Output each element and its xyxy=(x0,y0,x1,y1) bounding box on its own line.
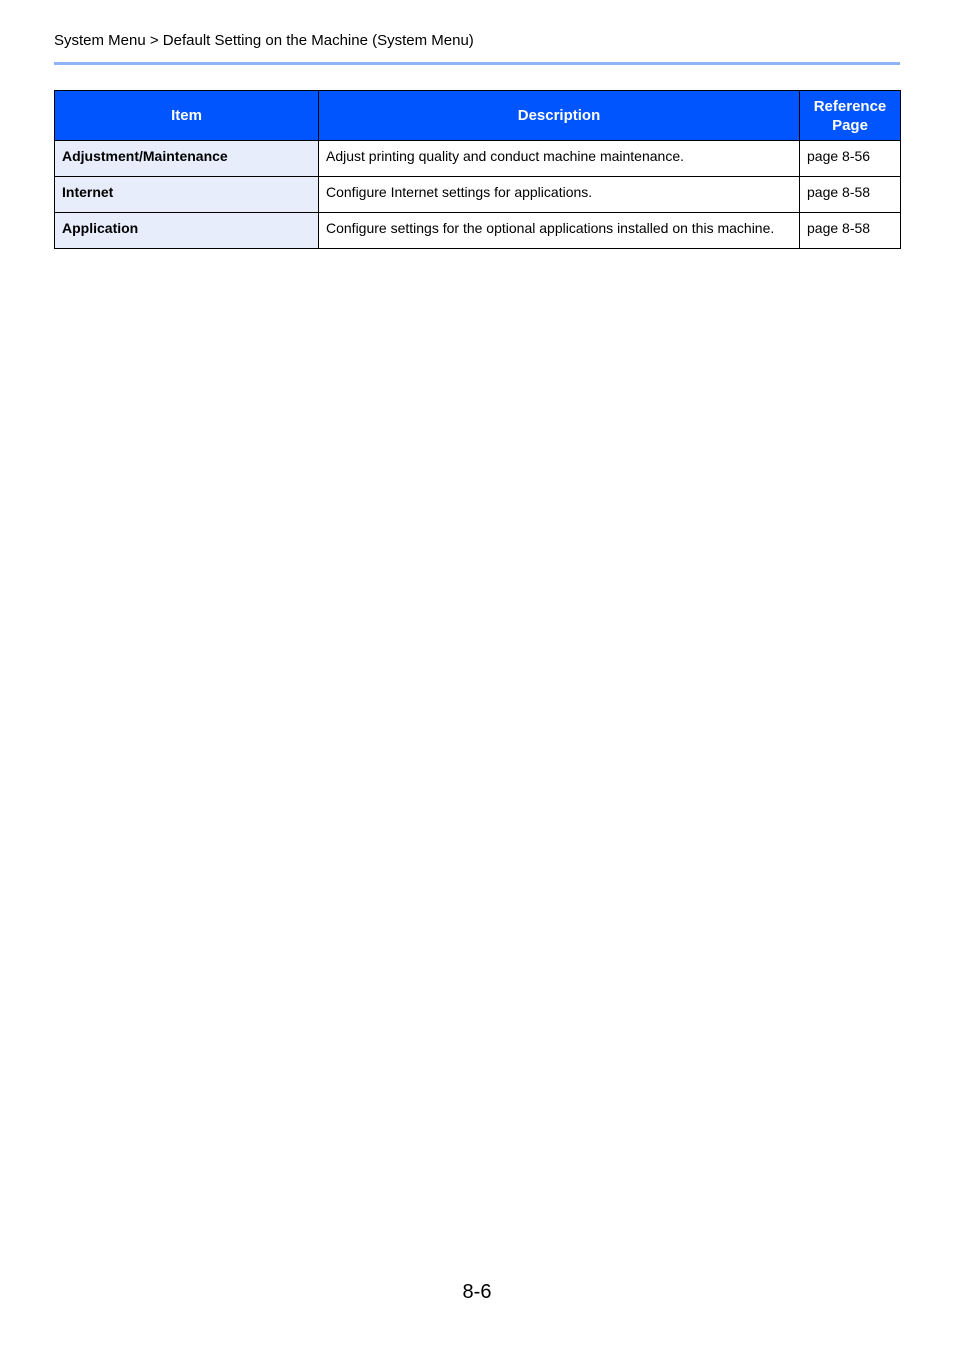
table-header-row xyxy=(55,91,901,141)
row-reference-link[interactable]: page 8-58 xyxy=(800,213,901,249)
row-reference-link[interactable]: page 8-56 xyxy=(800,141,901,177)
row-item-cell: Internet xyxy=(55,177,319,213)
row-description-cell: Adjust printing quality and conduct machine maintenance. xyxy=(319,141,800,177)
column-header-reference-line1: Reference xyxy=(813,97,887,115)
column-header-reference-page xyxy=(800,91,901,141)
row-item-cell: Adjustment/Maintenance xyxy=(55,141,319,177)
table-row xyxy=(55,213,901,249)
column-header-description: Description xyxy=(319,91,800,141)
row-reference-link[interactable]: page 8-58 xyxy=(800,177,901,213)
column-header-item: Item xyxy=(55,91,319,141)
row-description-cell: Configure Internet settings for applications. xyxy=(319,177,800,213)
row-item-cell: Application xyxy=(55,213,319,249)
settings-table xyxy=(54,90,901,249)
table-row xyxy=(55,141,901,177)
row-description-cell: Configure settings for the optional applications installed on this machine. xyxy=(319,213,800,249)
column-header-reference-line2: Page xyxy=(832,116,868,134)
breadcrumb: System Menu > Default Setting on the Machine (System Menu) xyxy=(54,32,474,49)
page-number: 8-6 xyxy=(462,1281,492,1303)
table-row xyxy=(55,177,901,213)
header-divider xyxy=(54,62,900,65)
